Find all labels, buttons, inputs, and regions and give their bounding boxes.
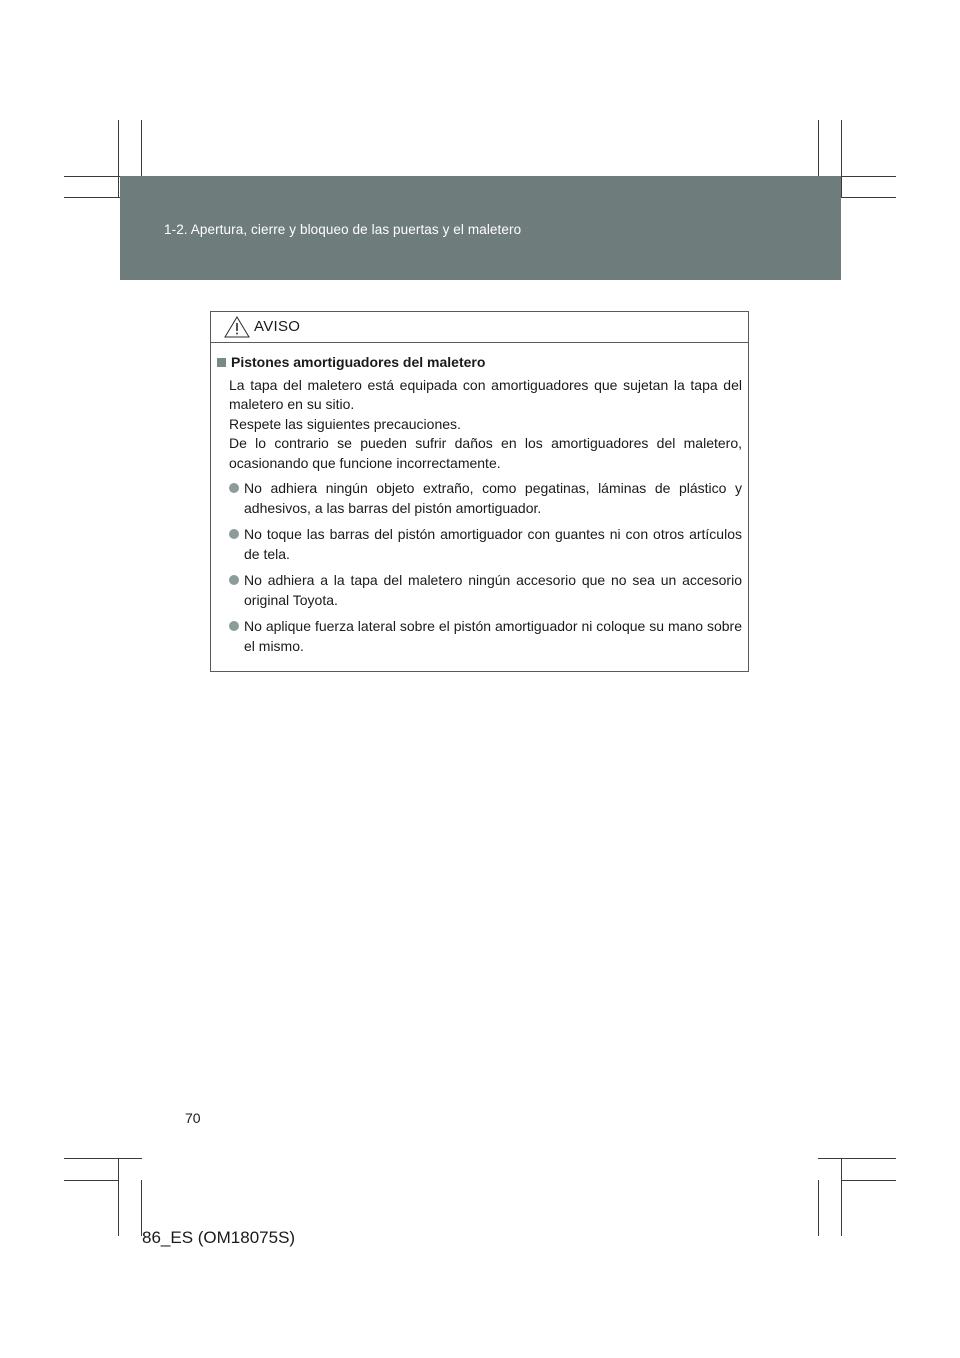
intro-line: Respete las siguientes precauciones. — [229, 415, 461, 432]
precaution-item — [229, 571, 742, 610]
circle-bullet-icon — [229, 575, 239, 585]
intro-line: De lo contrario se pueden sufrir daños en los amortiguadores del maletero, ocasionando que funcione incorrectamente. — [229, 435, 742, 471]
crop-mark — [118, 120, 119, 198]
precaution-text: No toque las barras del pistón amortiguador con guantes ni con otros artículos de tela. — [244, 526, 742, 562]
crop-mark — [841, 120, 842, 198]
precaution-item — [229, 617, 742, 656]
warning-box — [210, 311, 749, 672]
intro-line: La tapa del maletero está equipada con amortiguadores que sujetan la tapa del maletero en su sitio. — [229, 376, 742, 412]
crop-mark — [841, 1180, 896, 1181]
warning-triangle-icon — [224, 316, 250, 338]
circle-bullet-icon — [229, 529, 239, 539]
precaution-text: No adhiera a la tapa del maletero ningún accesorio que no sea un accesorio original Toyota. — [244, 572, 742, 608]
precaution-text: No adhiera ningún objeto extraño, como pegatinas, láminas de plástico y adhesivos, a las barras del pistón amortiguador. — [244, 480, 742, 516]
warning-label: AVISO — [254, 318, 301, 335]
crop-mark — [841, 176, 896, 177]
warning-body — [211, 343, 748, 656]
circle-bullet-icon — [229, 483, 239, 493]
document-code: 86_ES (OM18075S) — [142, 1228, 296, 1247]
crop-mark — [64, 1180, 118, 1181]
page-number: 70 — [185, 1110, 201, 1126]
topic-title: Pistones amortiguadores del maletero — [231, 354, 486, 370]
crop-mark — [818, 120, 819, 176]
precaution-item — [229, 525, 742, 564]
precaution-list — [217, 479, 742, 656]
crop-mark — [141, 120, 142, 176]
square-bullet-icon — [217, 358, 226, 367]
intro-paragraph — [217, 376, 742, 474]
section-header — [120, 176, 841, 280]
crop-mark — [64, 1158, 142, 1159]
crop-mark — [818, 1158, 896, 1159]
crop-mark — [64, 176, 120, 177]
circle-bullet-icon — [229, 621, 239, 631]
crop-mark — [118, 1158, 119, 1236]
precaution-text: No aplique fuerza lateral sobre el pistón amortiguador ni coloque su mano sobre el mismo. — [244, 618, 742, 654]
crop-mark — [818, 1180, 819, 1236]
crop-mark — [841, 1158, 842, 1236]
warning-header — [211, 312, 748, 343]
precaution-item — [229, 479, 742, 518]
topic-heading — [217, 353, 742, 373]
section-title: 1-2. Apertura, cierre y bloqueo de las puertas y el maletero — [164, 222, 522, 237]
